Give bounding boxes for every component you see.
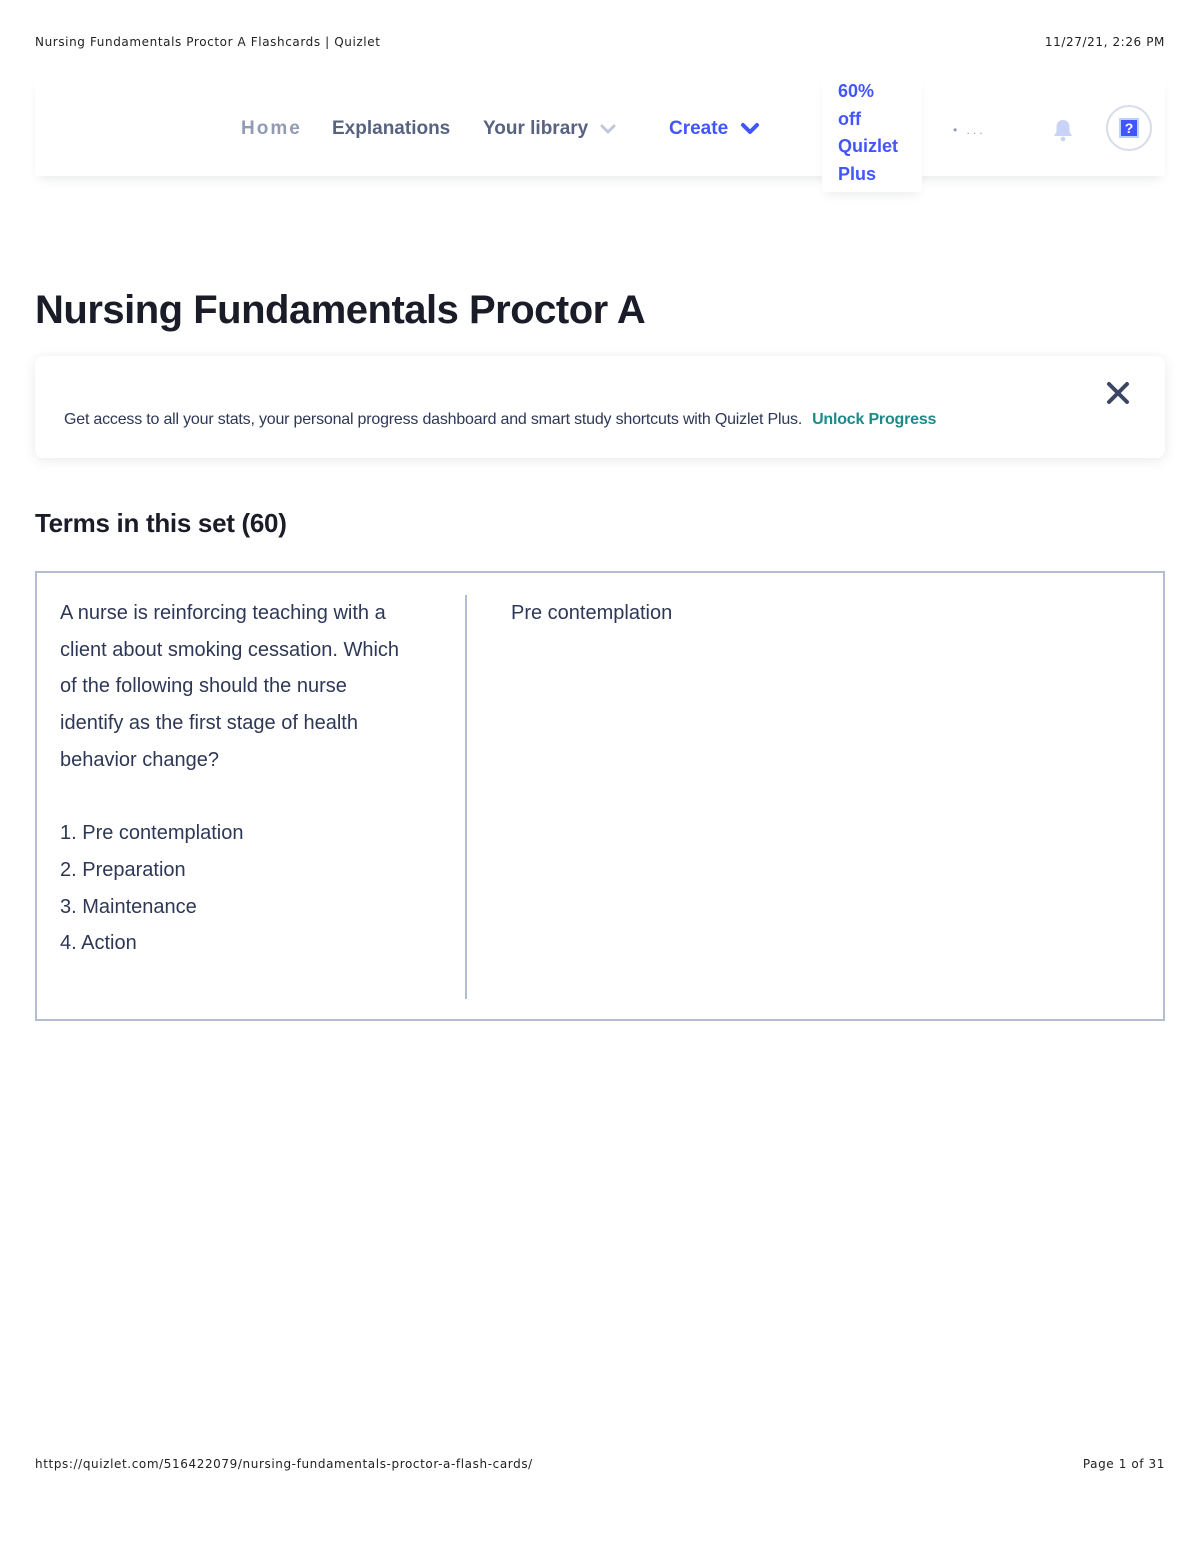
promo-line: Plus <box>838 163 877 184</box>
print-header-date: 11/27/21, 2:26 PM <box>1044 35 1165 49</box>
definition-text: Pre contemplation <box>511 602 673 624</box>
print-footer-url: https://quizlet.com/516422079/nursing-fundamentals-proctor-a-flash-cards/ <box>35 1457 533 1471</box>
term-divider <box>465 595 467 999</box>
nav-create-label: Create <box>669 118 729 139</box>
term-text: A nurse is reinforcing teaching with a client about smoking cessation. Which of the following should the nurse identify as the first stage of health behavior change? 1. Pre contemplation 2. Preparation 3. Maintenance 4. Action <box>60 602 400 955</box>
promo-line: Quizlet <box>838 136 899 156</box>
banner-text: Get access to all your stats, your personal progress dashboard and smart study shortcuts with Quizlet Plus. <box>64 411 803 428</box>
terms-heading: Terms in this set (60) <box>35 508 287 538</box>
nav-create-menu[interactable] <box>669 118 760 140</box>
upgrade-banner <box>35 356 1165 458</box>
close-icon[interactable] <box>1105 380 1131 411</box>
unlock-progress-link[interactable]: Unlock Progress <box>812 411 937 428</box>
nav-your-library-menu[interactable] <box>483 118 616 140</box>
nav-explanations-link[interactable]: Explanations <box>332 118 451 139</box>
promo-line: off <box>838 108 861 129</box>
bell-icon[interactable] <box>1052 118 1074 147</box>
top-navigation <box>35 76 1165 184</box>
promo-line: 60% <box>838 81 875 101</box>
nav-your-library-label: Your library <box>483 118 589 139</box>
avatar[interactable] <box>1106 105 1152 151</box>
nav-home-link[interactable]: Home <box>241 118 302 139</box>
help-icon: ? <box>1119 118 1139 138</box>
chevron-down-icon <box>740 122 760 136</box>
print-footer-page: Page 1 of 31 <box>1082 1457 1165 1471</box>
term-card[interactable] <box>35 571 1165 1021</box>
search-hint[interactable]: • ... <box>953 123 986 137</box>
print-header <box>35 35 1165 49</box>
print-footer <box>35 1457 1165 1471</box>
chevron-down-icon <box>600 123 616 135</box>
page-title: Nursing Fundamentals Proctor A <box>35 288 646 332</box>
print-header-title: Nursing Fundamentals Proctor A Flashcards | Quizlet <box>35 35 381 49</box>
banner-message <box>64 411 936 429</box>
upgrade-promo-button[interactable] <box>822 76 922 192</box>
